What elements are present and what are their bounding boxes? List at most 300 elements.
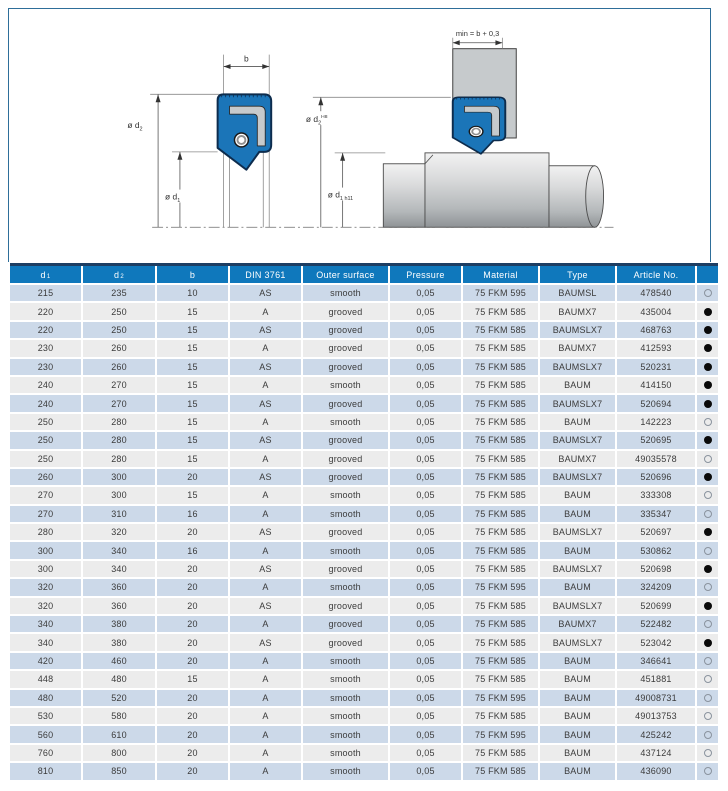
cell: smooth bbox=[303, 506, 388, 522]
cell: smooth bbox=[303, 579, 388, 595]
arrow-up-icon bbox=[340, 153, 345, 161]
cell: 75 FKM 585 bbox=[463, 340, 538, 356]
table-row bbox=[10, 561, 718, 577]
cell: 520699 bbox=[617, 598, 695, 614]
cell: 280 bbox=[83, 451, 155, 467]
table-row bbox=[10, 377, 718, 393]
cell: A bbox=[230, 487, 301, 503]
column-header bbox=[697, 266, 718, 283]
table-row bbox=[10, 542, 718, 558]
cell: 75 FKM 585 bbox=[463, 469, 538, 485]
availability-cell bbox=[697, 745, 718, 761]
cell: 16 bbox=[157, 542, 228, 558]
cell: A bbox=[230, 377, 301, 393]
cell: 0,05 bbox=[390, 487, 461, 503]
table-row bbox=[10, 487, 718, 503]
cell: 270 bbox=[10, 506, 81, 522]
cell: AS bbox=[230, 359, 301, 375]
cell: AS bbox=[230, 561, 301, 577]
table-row bbox=[10, 506, 718, 522]
cell: 0,05 bbox=[390, 414, 461, 430]
cell: 300 bbox=[10, 542, 81, 558]
availability-indicator bbox=[704, 400, 712, 408]
cell: 340 bbox=[83, 542, 155, 558]
cell: 75 FKM 585 bbox=[463, 451, 538, 467]
cell: 300 bbox=[83, 469, 155, 485]
cell: 75 FKM 585 bbox=[463, 598, 538, 614]
table-row bbox=[10, 690, 718, 706]
cell: 760 bbox=[10, 745, 81, 761]
cell: 280 bbox=[83, 414, 155, 430]
cell: 0,05 bbox=[390, 451, 461, 467]
cell: 530862 bbox=[617, 542, 695, 558]
cell: BAUM bbox=[540, 377, 615, 393]
cell: 360 bbox=[83, 598, 155, 614]
cell: 280 bbox=[10, 524, 81, 540]
cell: 333308 bbox=[617, 487, 695, 503]
cell: BAUM bbox=[540, 506, 615, 522]
cell: 240 bbox=[10, 395, 81, 411]
table-row bbox=[10, 322, 718, 338]
table-row bbox=[10, 634, 718, 650]
availability-cell bbox=[697, 359, 718, 375]
cell: 0,05 bbox=[390, 763, 461, 779]
cell: 142223 bbox=[617, 414, 695, 430]
cell: AS bbox=[230, 395, 301, 411]
cell: BAUMSLX7 bbox=[540, 395, 615, 411]
cell: 460 bbox=[83, 653, 155, 669]
cell: BAUMSLX7 bbox=[540, 359, 615, 375]
cell: smooth bbox=[303, 487, 388, 503]
availability-indicator bbox=[704, 749, 712, 757]
cell: 20 bbox=[157, 653, 228, 669]
cell: 75 FKM 585 bbox=[463, 708, 538, 724]
cell: 20 bbox=[157, 745, 228, 761]
availability-cell bbox=[697, 414, 718, 430]
cell: 75 FKM 585 bbox=[463, 414, 538, 430]
cell: BAUM bbox=[540, 579, 615, 595]
cell: 75 FKM 585 bbox=[463, 377, 538, 393]
cell: 380 bbox=[83, 634, 155, 650]
cell: smooth bbox=[303, 377, 388, 393]
cell: 75 FKM 595 bbox=[463, 726, 538, 742]
cell: BAUM bbox=[540, 726, 615, 742]
arrow-up-icon bbox=[318, 97, 323, 105]
cell: BAUM bbox=[540, 690, 615, 706]
column-header: Material bbox=[463, 266, 538, 283]
cell: smooth bbox=[303, 745, 388, 761]
availability-indicator bbox=[704, 455, 712, 463]
cell: grooved bbox=[303, 451, 388, 467]
cell: AS bbox=[230, 322, 301, 338]
availability-cell bbox=[697, 616, 718, 632]
cell: 75 FKM 585 bbox=[463, 616, 538, 632]
cell: 15 bbox=[157, 414, 228, 430]
cell: AS bbox=[230, 524, 301, 540]
availability-indicator bbox=[704, 620, 712, 628]
cell: 0,05 bbox=[390, 616, 461, 632]
cell: 15 bbox=[157, 432, 228, 448]
cell: smooth bbox=[303, 653, 388, 669]
cell: BAUMX7 bbox=[540, 616, 615, 632]
table-row bbox=[10, 359, 718, 375]
cell: 300 bbox=[83, 487, 155, 503]
cell: 15 bbox=[157, 671, 228, 687]
cell: 340 bbox=[10, 634, 81, 650]
availability-cell bbox=[697, 395, 718, 411]
availability-cell bbox=[697, 708, 718, 724]
cell: A bbox=[230, 579, 301, 595]
cell: A bbox=[230, 763, 301, 779]
cell: A bbox=[230, 653, 301, 669]
cell: 0,05 bbox=[390, 708, 461, 724]
d1-h11-label: ø $d_{1 h11}$ bbox=[327, 189, 354, 202]
table-row bbox=[10, 432, 718, 448]
cell: A bbox=[230, 745, 301, 761]
cell: 15 bbox=[157, 487, 228, 503]
cell: 75 FKM 585 bbox=[463, 322, 538, 338]
min-b-dimension-label: min = b + 0,3 bbox=[455, 28, 500, 38]
cell: 20 bbox=[157, 726, 228, 742]
cell: A bbox=[230, 616, 301, 632]
table-row bbox=[10, 616, 718, 632]
table-row bbox=[10, 579, 718, 595]
cell: 20 bbox=[157, 524, 228, 540]
cell: AS bbox=[230, 432, 301, 448]
cell: 0,05 bbox=[390, 726, 461, 742]
arrow-right-icon bbox=[262, 64, 269, 69]
cell: 220 bbox=[10, 303, 81, 319]
cell: 220 bbox=[10, 322, 81, 338]
cell: 75 FKM 595 bbox=[463, 690, 538, 706]
cell: 15 bbox=[157, 359, 228, 375]
cell: 468763 bbox=[617, 322, 695, 338]
cell: 520697 bbox=[617, 524, 695, 540]
cell: A bbox=[230, 708, 301, 724]
cell: BAUM bbox=[540, 763, 615, 779]
cell: 75 FKM 585 bbox=[463, 542, 538, 558]
cell: 435004 bbox=[617, 303, 695, 319]
cell: 425242 bbox=[617, 726, 695, 742]
cell: 20 bbox=[157, 708, 228, 724]
cell: 215 bbox=[10, 285, 81, 301]
cell: 49035578 bbox=[617, 451, 695, 467]
cell: 324209 bbox=[617, 579, 695, 595]
cell: 49013753 bbox=[617, 708, 695, 724]
cell: BAUM bbox=[540, 708, 615, 724]
cell: 20 bbox=[157, 469, 228, 485]
cell: 75 FKM 585 bbox=[463, 671, 538, 687]
table-row bbox=[10, 598, 718, 614]
availability-cell bbox=[697, 579, 718, 595]
cell: AS bbox=[230, 285, 301, 301]
availability-indicator bbox=[704, 547, 712, 555]
cell: 0,05 bbox=[390, 598, 461, 614]
availability-cell bbox=[697, 542, 718, 558]
cell: grooved bbox=[303, 395, 388, 411]
availability-indicator bbox=[704, 491, 712, 499]
cell: 0,05 bbox=[390, 561, 461, 577]
availability-indicator bbox=[704, 381, 712, 389]
availability-indicator bbox=[704, 657, 712, 665]
cell: grooved bbox=[303, 322, 388, 338]
availability-cell bbox=[697, 726, 718, 742]
cell: A bbox=[230, 303, 301, 319]
cell: BAUM bbox=[540, 671, 615, 687]
cell: smooth bbox=[303, 726, 388, 742]
cell: 340 bbox=[83, 561, 155, 577]
cell: BAUMSLX7 bbox=[540, 432, 615, 448]
arrow-right-icon bbox=[495, 40, 502, 45]
cell: 270 bbox=[83, 377, 155, 393]
arrow-left-icon bbox=[453, 40, 460, 45]
cell: smooth bbox=[303, 690, 388, 706]
table-row bbox=[10, 763, 718, 779]
availability-indicator bbox=[704, 602, 712, 610]
availability-indicator bbox=[704, 473, 712, 481]
cell: 0,05 bbox=[390, 432, 461, 448]
availability-indicator bbox=[704, 308, 712, 316]
availability-indicator bbox=[704, 528, 712, 536]
table-row bbox=[10, 285, 718, 301]
availability-cell bbox=[697, 322, 718, 338]
availability-indicator bbox=[704, 731, 712, 739]
column-header: d $_1$ bbox=[10, 266, 81, 283]
cell: 0,05 bbox=[390, 285, 461, 301]
cell: grooved bbox=[303, 432, 388, 448]
d2-label: ø $d_2$ bbox=[127, 120, 143, 133]
cell: 260 bbox=[10, 469, 81, 485]
cell: A bbox=[230, 451, 301, 467]
cell: grooved bbox=[303, 561, 388, 577]
installation-diagram bbox=[303, 29, 604, 227]
cell: grooved bbox=[303, 303, 388, 319]
cell: 0,05 bbox=[390, 524, 461, 540]
cell: 240 bbox=[10, 377, 81, 393]
table-row bbox=[10, 726, 718, 742]
cell: 300 bbox=[10, 561, 81, 577]
cell: grooved bbox=[303, 359, 388, 375]
cell: BAUMX7 bbox=[540, 303, 615, 319]
cell: 520 bbox=[83, 690, 155, 706]
availability-indicator bbox=[704, 326, 712, 334]
cell: 523042 bbox=[617, 634, 695, 650]
cell: BAUMX7 bbox=[540, 340, 615, 356]
availability-indicator bbox=[704, 694, 712, 702]
cell: 810 bbox=[10, 763, 81, 779]
cell: 15 bbox=[157, 377, 228, 393]
table-row bbox=[10, 524, 718, 540]
cell: BAUM bbox=[540, 653, 615, 669]
cell: 448 bbox=[10, 671, 81, 687]
cell: 0,05 bbox=[390, 377, 461, 393]
availability-cell bbox=[697, 653, 718, 669]
cell: A bbox=[230, 690, 301, 706]
cell: 235 bbox=[83, 285, 155, 301]
cell: 520696 bbox=[617, 469, 695, 485]
cell: BAUMSLX7 bbox=[540, 524, 615, 540]
cell: 20 bbox=[157, 561, 228, 577]
table-row bbox=[10, 671, 718, 687]
cell: 580 bbox=[83, 708, 155, 724]
seal-diagrams bbox=[9, 9, 710, 262]
availability-cell bbox=[697, 561, 718, 577]
d1-label: ø $d_1$ bbox=[165, 191, 181, 204]
cell: grooved bbox=[303, 469, 388, 485]
availability-indicator bbox=[704, 767, 712, 775]
table-row bbox=[10, 303, 718, 319]
cell: smooth bbox=[303, 542, 388, 558]
column-header: Type bbox=[540, 266, 615, 283]
cell: 20 bbox=[157, 690, 228, 706]
cell: 480 bbox=[83, 671, 155, 687]
cell: 250 bbox=[83, 322, 155, 338]
availability-indicator bbox=[704, 510, 712, 518]
cell: 480 bbox=[10, 690, 81, 706]
cell: 0,05 bbox=[390, 340, 461, 356]
cell: 0,05 bbox=[390, 745, 461, 761]
cell: 75 FKM 585 bbox=[463, 303, 538, 319]
diagram-panel bbox=[8, 8, 711, 262]
table-row bbox=[10, 708, 718, 724]
availability-indicator bbox=[704, 363, 712, 371]
cell: BAUMSLX7 bbox=[540, 634, 615, 650]
cell: 320 bbox=[83, 524, 155, 540]
cell: 0,05 bbox=[390, 579, 461, 595]
cell: 520698 bbox=[617, 561, 695, 577]
availability-indicator bbox=[704, 675, 712, 683]
cell: grooved bbox=[303, 340, 388, 356]
cell: BAUM bbox=[540, 745, 615, 761]
cell: 75 FKM 585 bbox=[463, 763, 538, 779]
cell: AS bbox=[230, 634, 301, 650]
cell: A bbox=[230, 671, 301, 687]
cell: 436090 bbox=[617, 763, 695, 779]
table-row bbox=[10, 469, 718, 485]
cell: 0,05 bbox=[390, 634, 461, 650]
cell: 75 FKM 585 bbox=[463, 395, 538, 411]
cell: 320 bbox=[10, 579, 81, 595]
cell: 360 bbox=[83, 579, 155, 595]
cell: 230 bbox=[10, 359, 81, 375]
cell: 560 bbox=[10, 726, 81, 742]
cell: BAUM bbox=[540, 487, 615, 503]
arrow-left-icon bbox=[224, 64, 231, 69]
cell: 75 FKM 595 bbox=[463, 285, 538, 301]
cell: 522482 bbox=[617, 616, 695, 632]
cell: 75 FKM 585 bbox=[463, 359, 538, 375]
availability-cell bbox=[697, 451, 718, 467]
cell: 310 bbox=[83, 506, 155, 522]
availability-cell bbox=[697, 340, 718, 356]
cell: 0,05 bbox=[390, 395, 461, 411]
cell: 250 bbox=[83, 303, 155, 319]
cell: smooth bbox=[303, 708, 388, 724]
table-row bbox=[10, 340, 718, 356]
table-body bbox=[10, 285, 718, 780]
availability-cell bbox=[697, 524, 718, 540]
cell: 270 bbox=[83, 395, 155, 411]
cell: 75 FKM 585 bbox=[463, 561, 538, 577]
seal-cross-section-diagram bbox=[124, 54, 271, 228]
availability-indicator bbox=[704, 289, 712, 297]
cell: A bbox=[230, 506, 301, 522]
cell: 260 bbox=[83, 340, 155, 356]
table-row bbox=[10, 451, 718, 467]
cell: BAUMSLX7 bbox=[540, 469, 615, 485]
cell: 75 FKM 585 bbox=[463, 506, 538, 522]
cell: 20 bbox=[157, 616, 228, 632]
column-header: Article No. bbox=[617, 266, 695, 283]
cell: A bbox=[230, 726, 301, 742]
cell: BAUM bbox=[540, 414, 615, 430]
availability-indicator bbox=[704, 344, 712, 352]
cell: 15 bbox=[157, 395, 228, 411]
cell: A bbox=[230, 340, 301, 356]
b-dimension-label: b bbox=[244, 53, 249, 64]
d2-h8-label: ø $d_2^{H8}$ bbox=[305, 114, 328, 127]
availability-cell bbox=[697, 506, 718, 522]
cell: 320 bbox=[10, 598, 81, 614]
cell: smooth bbox=[303, 414, 388, 430]
cell: 346641 bbox=[617, 653, 695, 669]
cell: 451881 bbox=[617, 671, 695, 687]
cell: grooved bbox=[303, 634, 388, 650]
cell: 75 FKM 585 bbox=[463, 653, 538, 669]
availability-cell bbox=[697, 469, 718, 485]
cell: 478540 bbox=[617, 285, 695, 301]
header-row bbox=[10, 266, 718, 283]
cell: 75 FKM 585 bbox=[463, 487, 538, 503]
cell: 530 bbox=[10, 708, 81, 724]
availability-cell bbox=[697, 487, 718, 503]
cell: smooth bbox=[303, 671, 388, 687]
cell: 610 bbox=[83, 726, 155, 742]
cell: 0,05 bbox=[390, 671, 461, 687]
cell: AS bbox=[230, 598, 301, 614]
table-row bbox=[10, 414, 718, 430]
cell: 15 bbox=[157, 340, 228, 356]
cell: 75 FKM 595 bbox=[463, 579, 538, 595]
availability-cell bbox=[697, 598, 718, 614]
cell: BAUMX7 bbox=[540, 451, 615, 467]
cell: 412593 bbox=[617, 340, 695, 356]
cell: 520694 bbox=[617, 395, 695, 411]
cell: 75 FKM 585 bbox=[463, 634, 538, 650]
column-header: Outer surface bbox=[303, 266, 388, 283]
cell: 335347 bbox=[617, 506, 695, 522]
column-header: d $_2$ bbox=[83, 266, 155, 283]
arrow-up-icon bbox=[156, 94, 161, 102]
cell: 420 bbox=[10, 653, 81, 669]
availability-cell bbox=[697, 377, 718, 393]
cell: 0,05 bbox=[390, 506, 461, 522]
table-row bbox=[10, 745, 718, 761]
cell: 75 FKM 585 bbox=[463, 745, 538, 761]
table-row bbox=[10, 653, 718, 669]
arrow-up-icon bbox=[177, 152, 182, 160]
availability-cell bbox=[697, 303, 718, 319]
cell: 850 bbox=[83, 763, 155, 779]
cell: AS bbox=[230, 469, 301, 485]
cell: 20 bbox=[157, 763, 228, 779]
cell: 270 bbox=[10, 487, 81, 503]
cell: A bbox=[230, 542, 301, 558]
cell: 20 bbox=[157, 579, 228, 595]
column-header: b bbox=[157, 266, 228, 283]
cell: 0,05 bbox=[390, 542, 461, 558]
cell: 0,05 bbox=[390, 653, 461, 669]
